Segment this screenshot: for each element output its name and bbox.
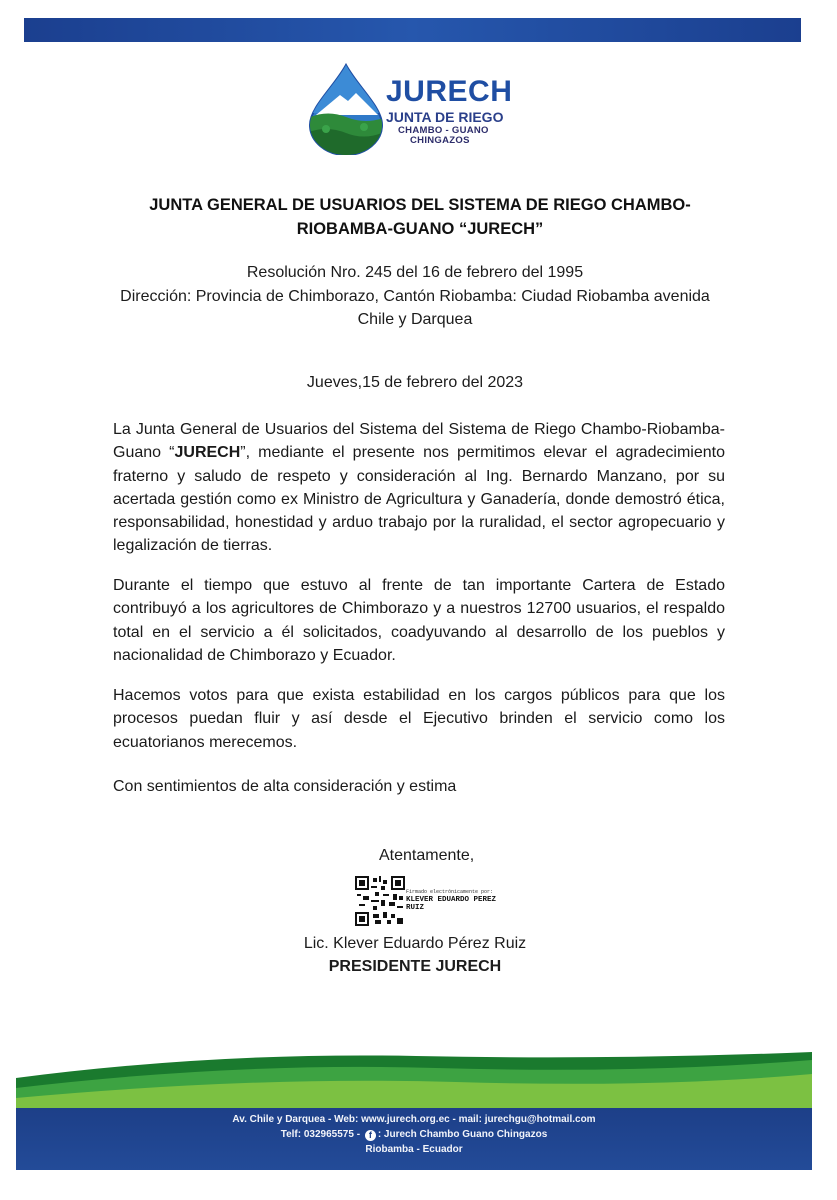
paragraph-1 bbox=[113, 418, 725, 558]
qr-code-icon bbox=[355, 876, 405, 926]
footer-phone-line bbox=[16, 1128, 812, 1142]
closing-line: Con sentimientos de alta consideración y estima bbox=[113, 778, 457, 795]
footer-facebook: : Jurech Chambo Guano Chingazos bbox=[377, 1129, 548, 1140]
signer-name: Lic. Klever Eduardo Pérez Ruiz bbox=[303, 935, 527, 952]
footer-contact-line: Av. Chile y Darquea - Web: www.jurech.org.ec - mail: jurechgu@hotmail.com bbox=[232, 1114, 596, 1125]
paragraph-1-end: ”, mediante el presente nos permitimos elevar el agradecimiento fraterno y saludo de respeto y consideración al Ing. Bernardo Manzano, por su acertada gestión como ex Ministro de Agricultura y Ganadería, donde demostró ética, responsabilidad, honestidad y arduo trabajo por la ruralidad, el sector agropecuario y legalización de tierras. bbox=[113, 444, 725, 555]
organization-title: JUNTA GENERAL DE USUARIOS DEL SISTEMA DE RIEGO CHAMBO-RIOBAMBA-GUANO “JURECH” bbox=[149, 196, 691, 238]
logo-line-2: CHAMBO - GUANO bbox=[398, 125, 489, 136]
facebook-icon: f bbox=[365, 1130, 376, 1141]
footer-city-line: Riobamba - Ecuador bbox=[365, 1144, 463, 1155]
jurech-logo bbox=[306, 63, 526, 155]
resolution-line: Resolución Nro. 245 del 16 de febrero del 1995 bbox=[246, 264, 584, 281]
digital-signature-name: KLEVER EDUARDO PEREZ RUIZ bbox=[406, 896, 497, 912]
water-drop-icon bbox=[306, 63, 384, 155]
header-color-bar bbox=[24, 18, 801, 42]
paragraph-1-start: La Junta General de Usuarios del Sistema del Sistema de Riego Chambo-Riobamba-Guano “ bbox=[113, 421, 725, 462]
letter-date: Jueves,15 de febrero del 2023 bbox=[306, 374, 524, 391]
address-line: Dirección: Provincia de Chimborazo, Cantón Riobamba: Ciudad Riobamba avenida Chile y Darquea bbox=[120, 288, 710, 328]
paragraph-1-bold: JURECH bbox=[174, 444, 241, 462]
footer-band bbox=[16, 1108, 812, 1170]
digital-signature-label: Firmado electrónicamente por: bbox=[406, 889, 494, 895]
footer-wave-graphic bbox=[16, 1048, 812, 1110]
paragraph-3: Hacemos votos para que exista estabilidad en los cargos públicos para que los procesos puedan fluir y así desde el Ejecutivo brinden el servicio como los ecuatorianos merecemos. bbox=[113, 687, 725, 751]
signer-title: PRESIDENTE JURECH bbox=[328, 958, 502, 975]
regards-line: Atentamente, bbox=[379, 847, 475, 864]
logo-line-3: CHINGAZOS bbox=[410, 135, 470, 146]
footer-phone: Telf: 032965575 - bbox=[280, 1129, 361, 1140]
paragraph-2: Durante el tiempo que estuvo al frente de tan importante Cartera de Estado contribuyó a los agricultores de Chimborazo y a nuestros 12700 usuarios, el respaldo total en el servicio a él solicitados, coadyuvando al desarrollo de los pueblos y nacionalidad de Chimborazo y Ecuador. bbox=[113, 577, 725, 664]
logo-subtitle: JUNTA DE RIEGO bbox=[386, 109, 504, 125]
logo-title: JURECH bbox=[386, 75, 513, 108]
